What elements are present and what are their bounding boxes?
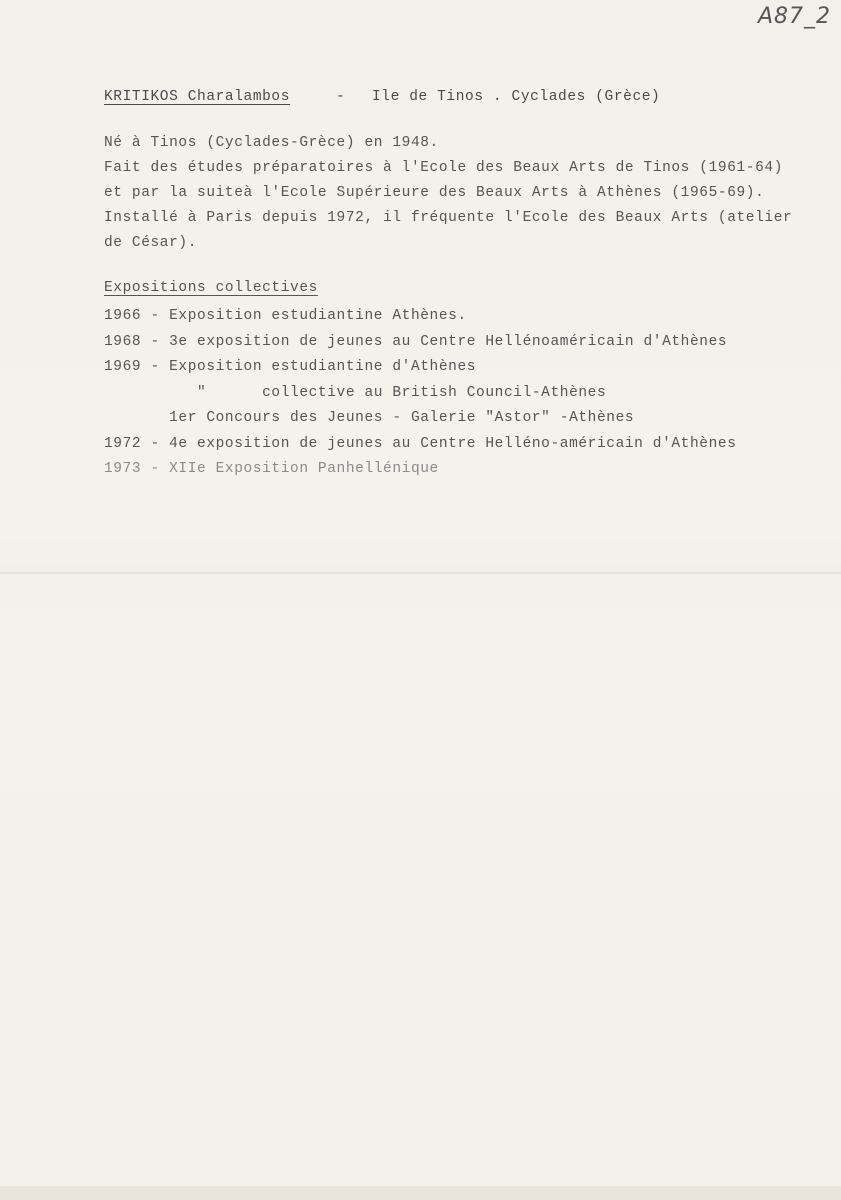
exhibition-entry: 1968 - 3e exposition de jeunes au Centre Hellénoaméricain d'Athènes [104,333,728,350]
section-title: Expositions collectives [104,280,318,296]
bio-line: Né à Tinos (Cyclades-Grèce) en 1948. [104,135,439,151]
bio-line: Installé à Paris depuis 1972, il fréquente l'Ecole des Beaux Arts (atelier [104,210,793,226]
exhibition-entry: " collective au British Council-Athènes [104,384,607,401]
biography [104,131,792,256]
page-edge [0,1186,841,1200]
exhibition-entry: 1966 - Exposition estudiantine Athènes. [104,308,467,324]
header-separator: - [336,89,346,105]
artist-origin: Ile de Tinos . Cyclades (Grèce) [372,89,661,105]
exhibition-entry: 1973 - XIIe Exposition Panhellénique [104,461,439,477]
exhibition-entry: 1972 - 4e exposition de jeunes au Centre Helléno-américain d'Athènes [104,435,737,452]
paper-fold [0,572,841,574]
archive-reference: A87_2 [758,4,832,29]
artist-name: KRITIKOS Charalambos [104,89,291,105]
bio-line: de César). [104,235,198,251]
exhibition-list [104,304,737,483]
bio-line: Fait des études préparatoires à l'Ecole des Beaux Arts de Tinos (1961-64) [104,160,784,176]
exhibition-entry: 1er Concours des Jeunes - Galerie "Astor" -Athènes [104,410,635,426]
exhibition-entry: 1969 - Exposition estudiantine d'Athènes [104,359,477,375]
bio-line: et par la suiteà l'Ecole Supérieure des Beaux Arts à Athènes (1965-69). [104,185,765,201]
